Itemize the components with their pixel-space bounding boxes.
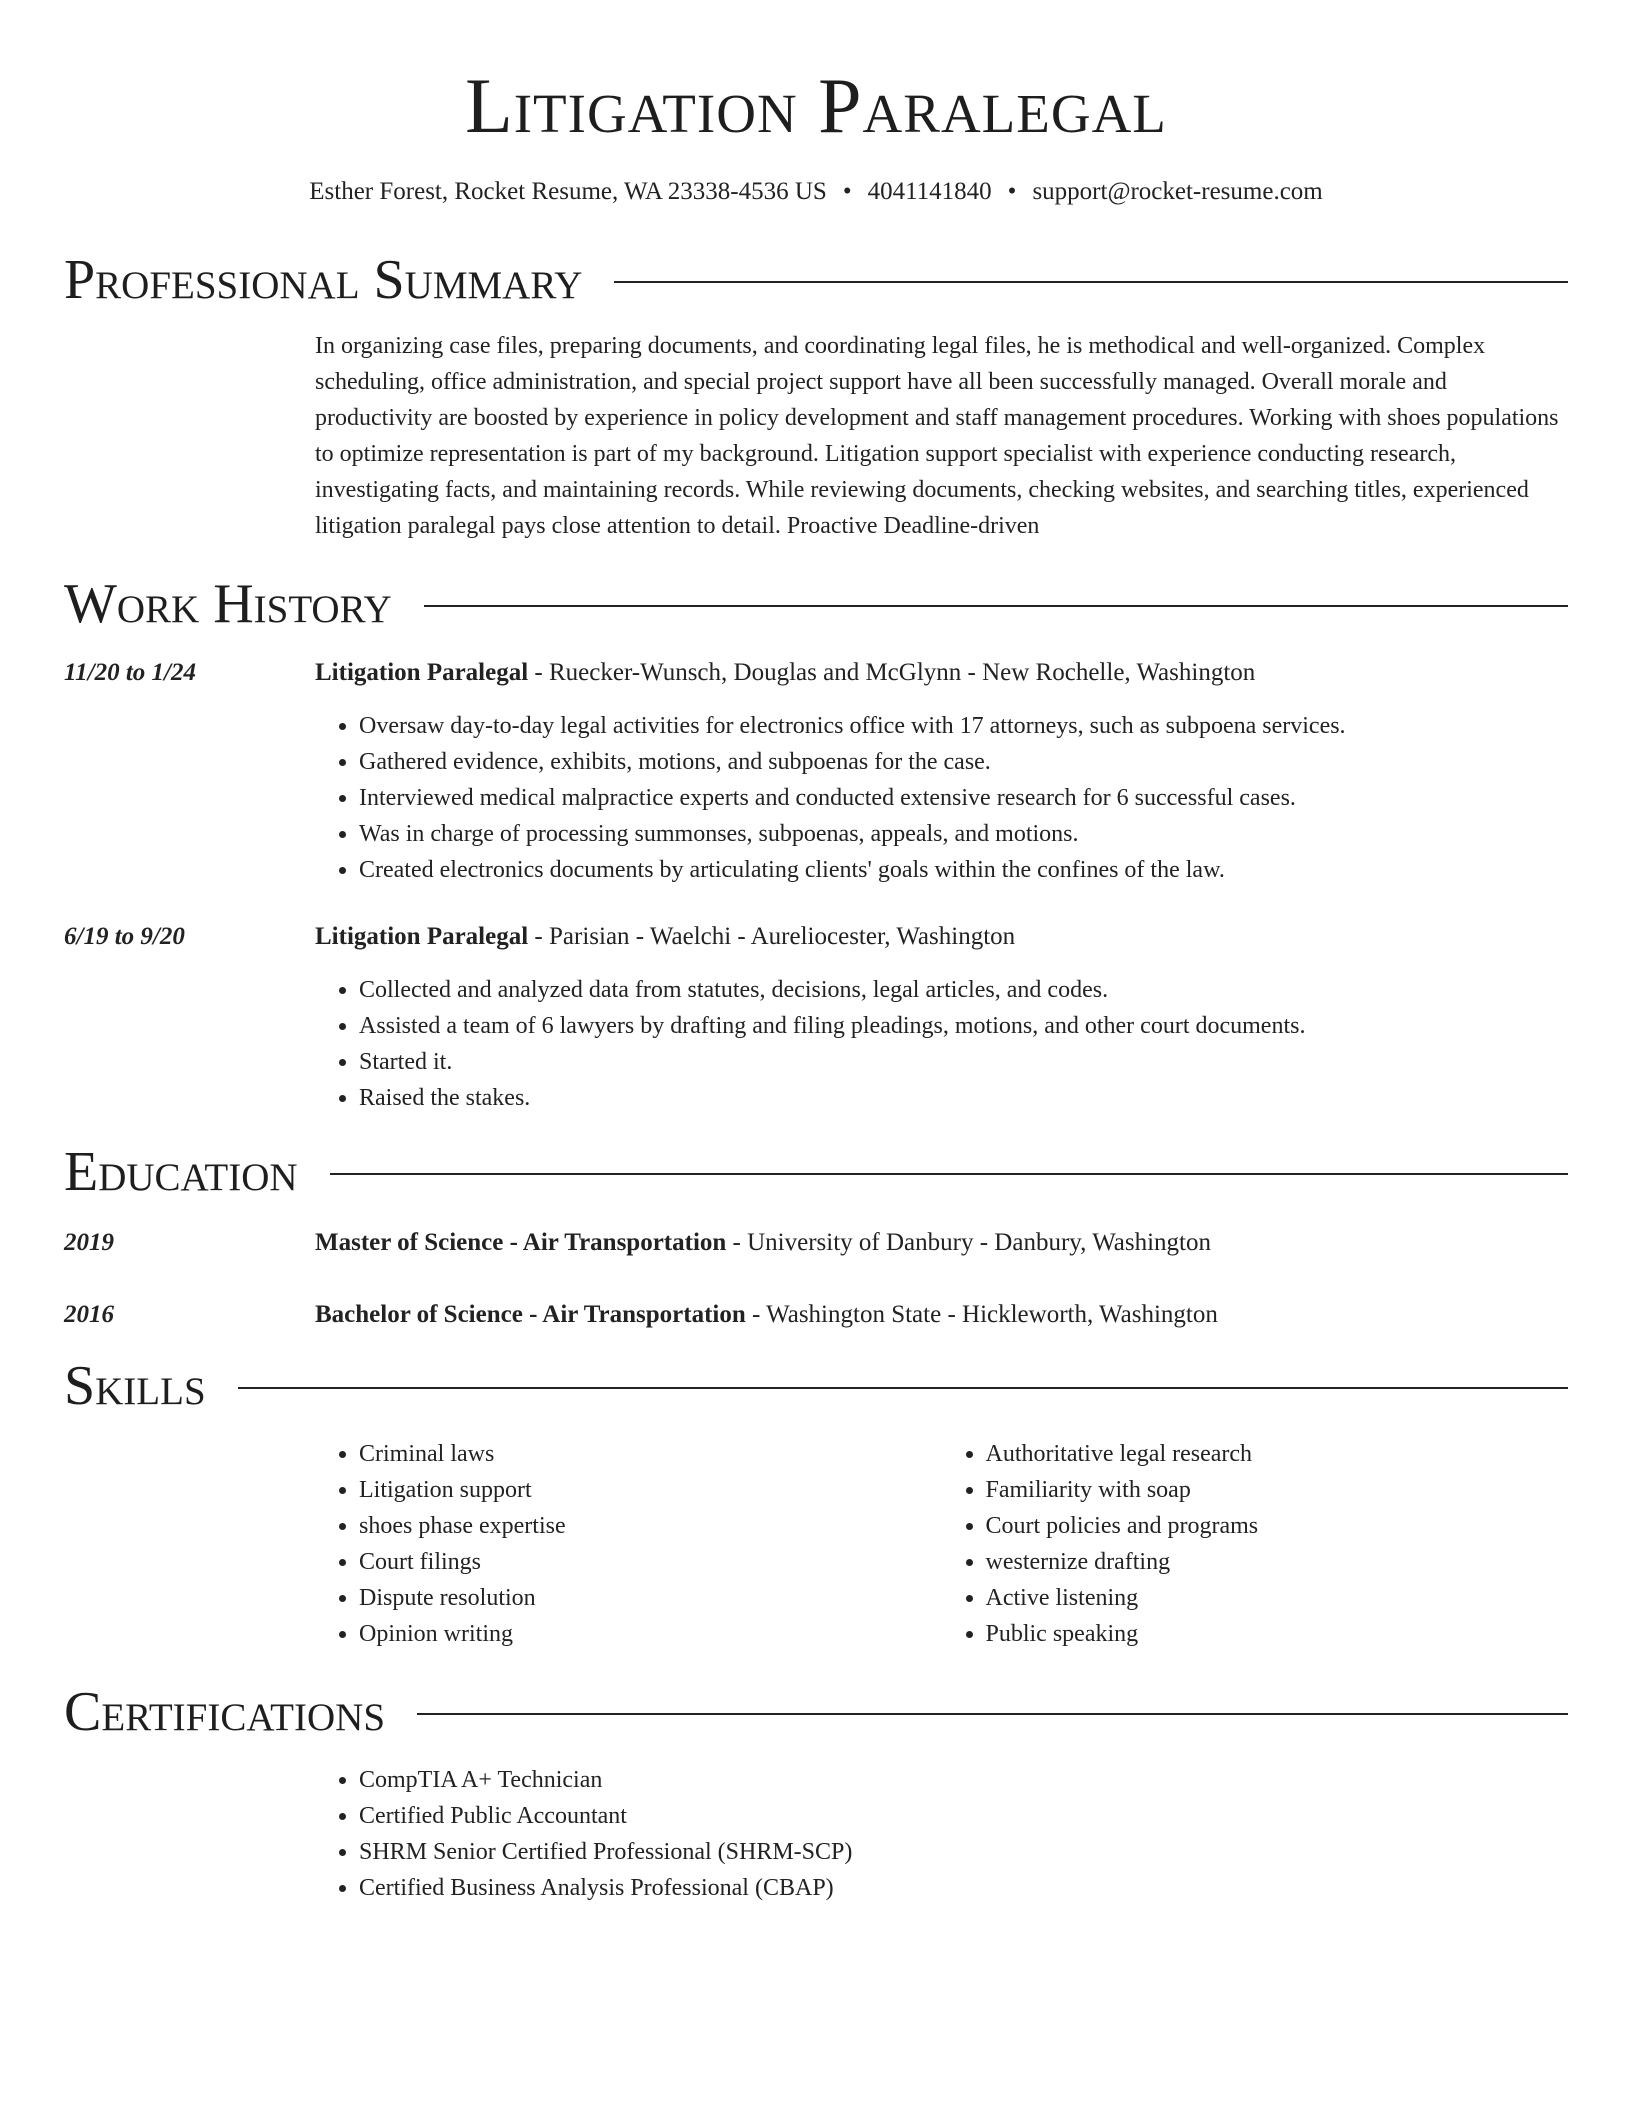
list-item: • Certified Public Accountant [359, 1798, 1568, 1834]
list-item: • Oversaw day-to-day legal activities for electronics office with 17 attorneys, such as subpoena services. [359, 708, 1568, 744]
contact-email: support@rocket-resume.com [1032, 178, 1323, 205]
resume-name: Litigation Paralegal [465, 62, 1167, 149]
resume-page [64, 0, 1568, 1906]
certifications-list [315, 1762, 1568, 1906]
list-item: • Public speaking [986, 1616, 1569, 1652]
section-divider [417, 1713, 1568, 1715]
contact-line [64, 176, 1568, 208]
list-item: • Raised the stakes. [359, 1080, 1568, 1116]
education-year: 2019 [64, 1229, 114, 1256]
job-dates: 6/19 to 9/20 [64, 923, 185, 950]
section-title-work: Work History [64, 573, 392, 635]
list-item: • SHRM Senior Certified Professional (SHRM-SCP) [359, 1834, 1568, 1870]
education-details: - University of Danbury - Danbury, Washington [726, 1229, 1212, 1256]
job-row [64, 920, 1568, 1116]
education-row [64, 1226, 1568, 1260]
skills-grid [315, 1436, 1568, 1652]
education-content [315, 1298, 1568, 1332]
job-heading [315, 920, 1568, 954]
list-item: • shoes phase expertise [359, 1508, 942, 1544]
list-item: • Court policies and programs [986, 1508, 1569, 1544]
list-item: • westernize drafting [986, 1544, 1569, 1580]
section-divider [424, 605, 1568, 607]
section-header-summary [64, 248, 1568, 312]
section-divider [614, 281, 1568, 283]
job-details: - Ruecker-Wunsch, Douglas and McGlynn - New Rochelle, Washington [528, 659, 1256, 686]
section-divider [238, 1387, 1568, 1389]
list-item: • Litigation support [359, 1472, 942, 1508]
section-title-education: Education [64, 1141, 298, 1203]
summary-text: In organizing case files, preparing documents, and coordinating legal files, he is methodical and well-organized. Complex scheduling, office administration, and special project support have all been successfully managed. Overall morale and productivity are boosted by experience in policy development and staff management procedures. Working with shoes populations to optimize representation is part of my background. Litigation support specialist with experience conducting research, investigating facts, and maintaining records. While reviewing documents, checking websites, and searching titles, experienced litigation paralegal pays close attention to detail. Proactive Deadline-driven [315, 333, 1559, 539]
job-dates: 11/20 to 1/24 [64, 659, 196, 686]
contact-separator: • [842, 178, 852, 205]
section-divider [330, 1173, 1568, 1175]
education-degree: Bachelor of Science - Air Transportation [315, 1301, 746, 1328]
job-title: Litigation Paralegal [315, 923, 529, 950]
section-header-education [64, 1140, 1568, 1204]
list-item: • Gathered evidence, exhibits, motions, and subpoenas for the case. [359, 744, 1568, 780]
job-bullets [315, 708, 1568, 888]
list-item: • Assisted a team of 6 lawyers by drafting and filing pleadings, motions, and other court documents. [359, 1008, 1568, 1044]
section-header-skills [64, 1354, 1568, 1418]
job-entry [64, 920, 1568, 1116]
job-content [315, 656, 1568, 888]
certifications-block [315, 1762, 1568, 1906]
list-item: • Certified Business Analysis Professional (CBAP) [359, 1870, 1568, 1906]
education-content [315, 1226, 1568, 1260]
job-content [315, 920, 1568, 1116]
list-item: • Dispute resolution [359, 1580, 942, 1616]
list-item: • Started it. [359, 1044, 1568, 1080]
list-item: • CompTIA A+ Technician [359, 1762, 1568, 1798]
section-header-work [64, 572, 1568, 636]
list-item: • Opinion writing [359, 1616, 942, 1652]
job-heading [315, 656, 1568, 690]
job-title: Litigation Paralegal [315, 659, 529, 686]
section-title-certifications: Certifications [64, 1681, 386, 1743]
list-item: • Criminal laws [359, 1436, 942, 1472]
list-item: • Interviewed medical malpractice experts and conducted extensive research for 6 successful cases. [359, 780, 1568, 816]
list-item: • Active listening [986, 1580, 1569, 1616]
list-item: • Created electronics documents by articulating clients' goals within the confines of the law. [359, 852, 1568, 888]
skills-column-left [315, 1436, 942, 1652]
contact-address: Esther Forest, Rocket Resume, WA 23338-4536 US [309, 178, 827, 205]
skills-column-right [942, 1436, 1569, 1652]
list-item: • Court filings [359, 1544, 942, 1580]
job-entry [64, 656, 1568, 888]
section-header-certifications [64, 1680, 1568, 1744]
job-bullets [315, 972, 1568, 1116]
job-details: - Parisian - Waelchi - Aureliocester, Washington [528, 923, 1016, 950]
list-item: • Authoritative legal research [986, 1436, 1569, 1472]
list-item: • Collected and analyzed data from statutes, decisions, legal articles, and codes. [359, 972, 1568, 1008]
education-entry [64, 1298, 1568, 1332]
contact-phone: 4041141840 [867, 178, 992, 205]
education-degree: Master of Science - Air Transportation [315, 1229, 727, 1256]
job-row [64, 656, 1568, 888]
education-row [64, 1298, 1568, 1332]
education-year: 2016 [64, 1301, 114, 1328]
list-item: • Was in charge of processing summonses, subpoenas, appeals, and motions. [359, 816, 1568, 852]
contact-separator: • [1007, 178, 1017, 205]
education-entry [64, 1226, 1568, 1260]
section-title-skills: Skills [64, 1355, 206, 1417]
section-title-summary: Professional Summary [64, 249, 583, 311]
list-item: • Familiarity with soap [986, 1472, 1569, 1508]
education-details: - Washington State - Hickleworth, Washington [745, 1301, 1218, 1328]
